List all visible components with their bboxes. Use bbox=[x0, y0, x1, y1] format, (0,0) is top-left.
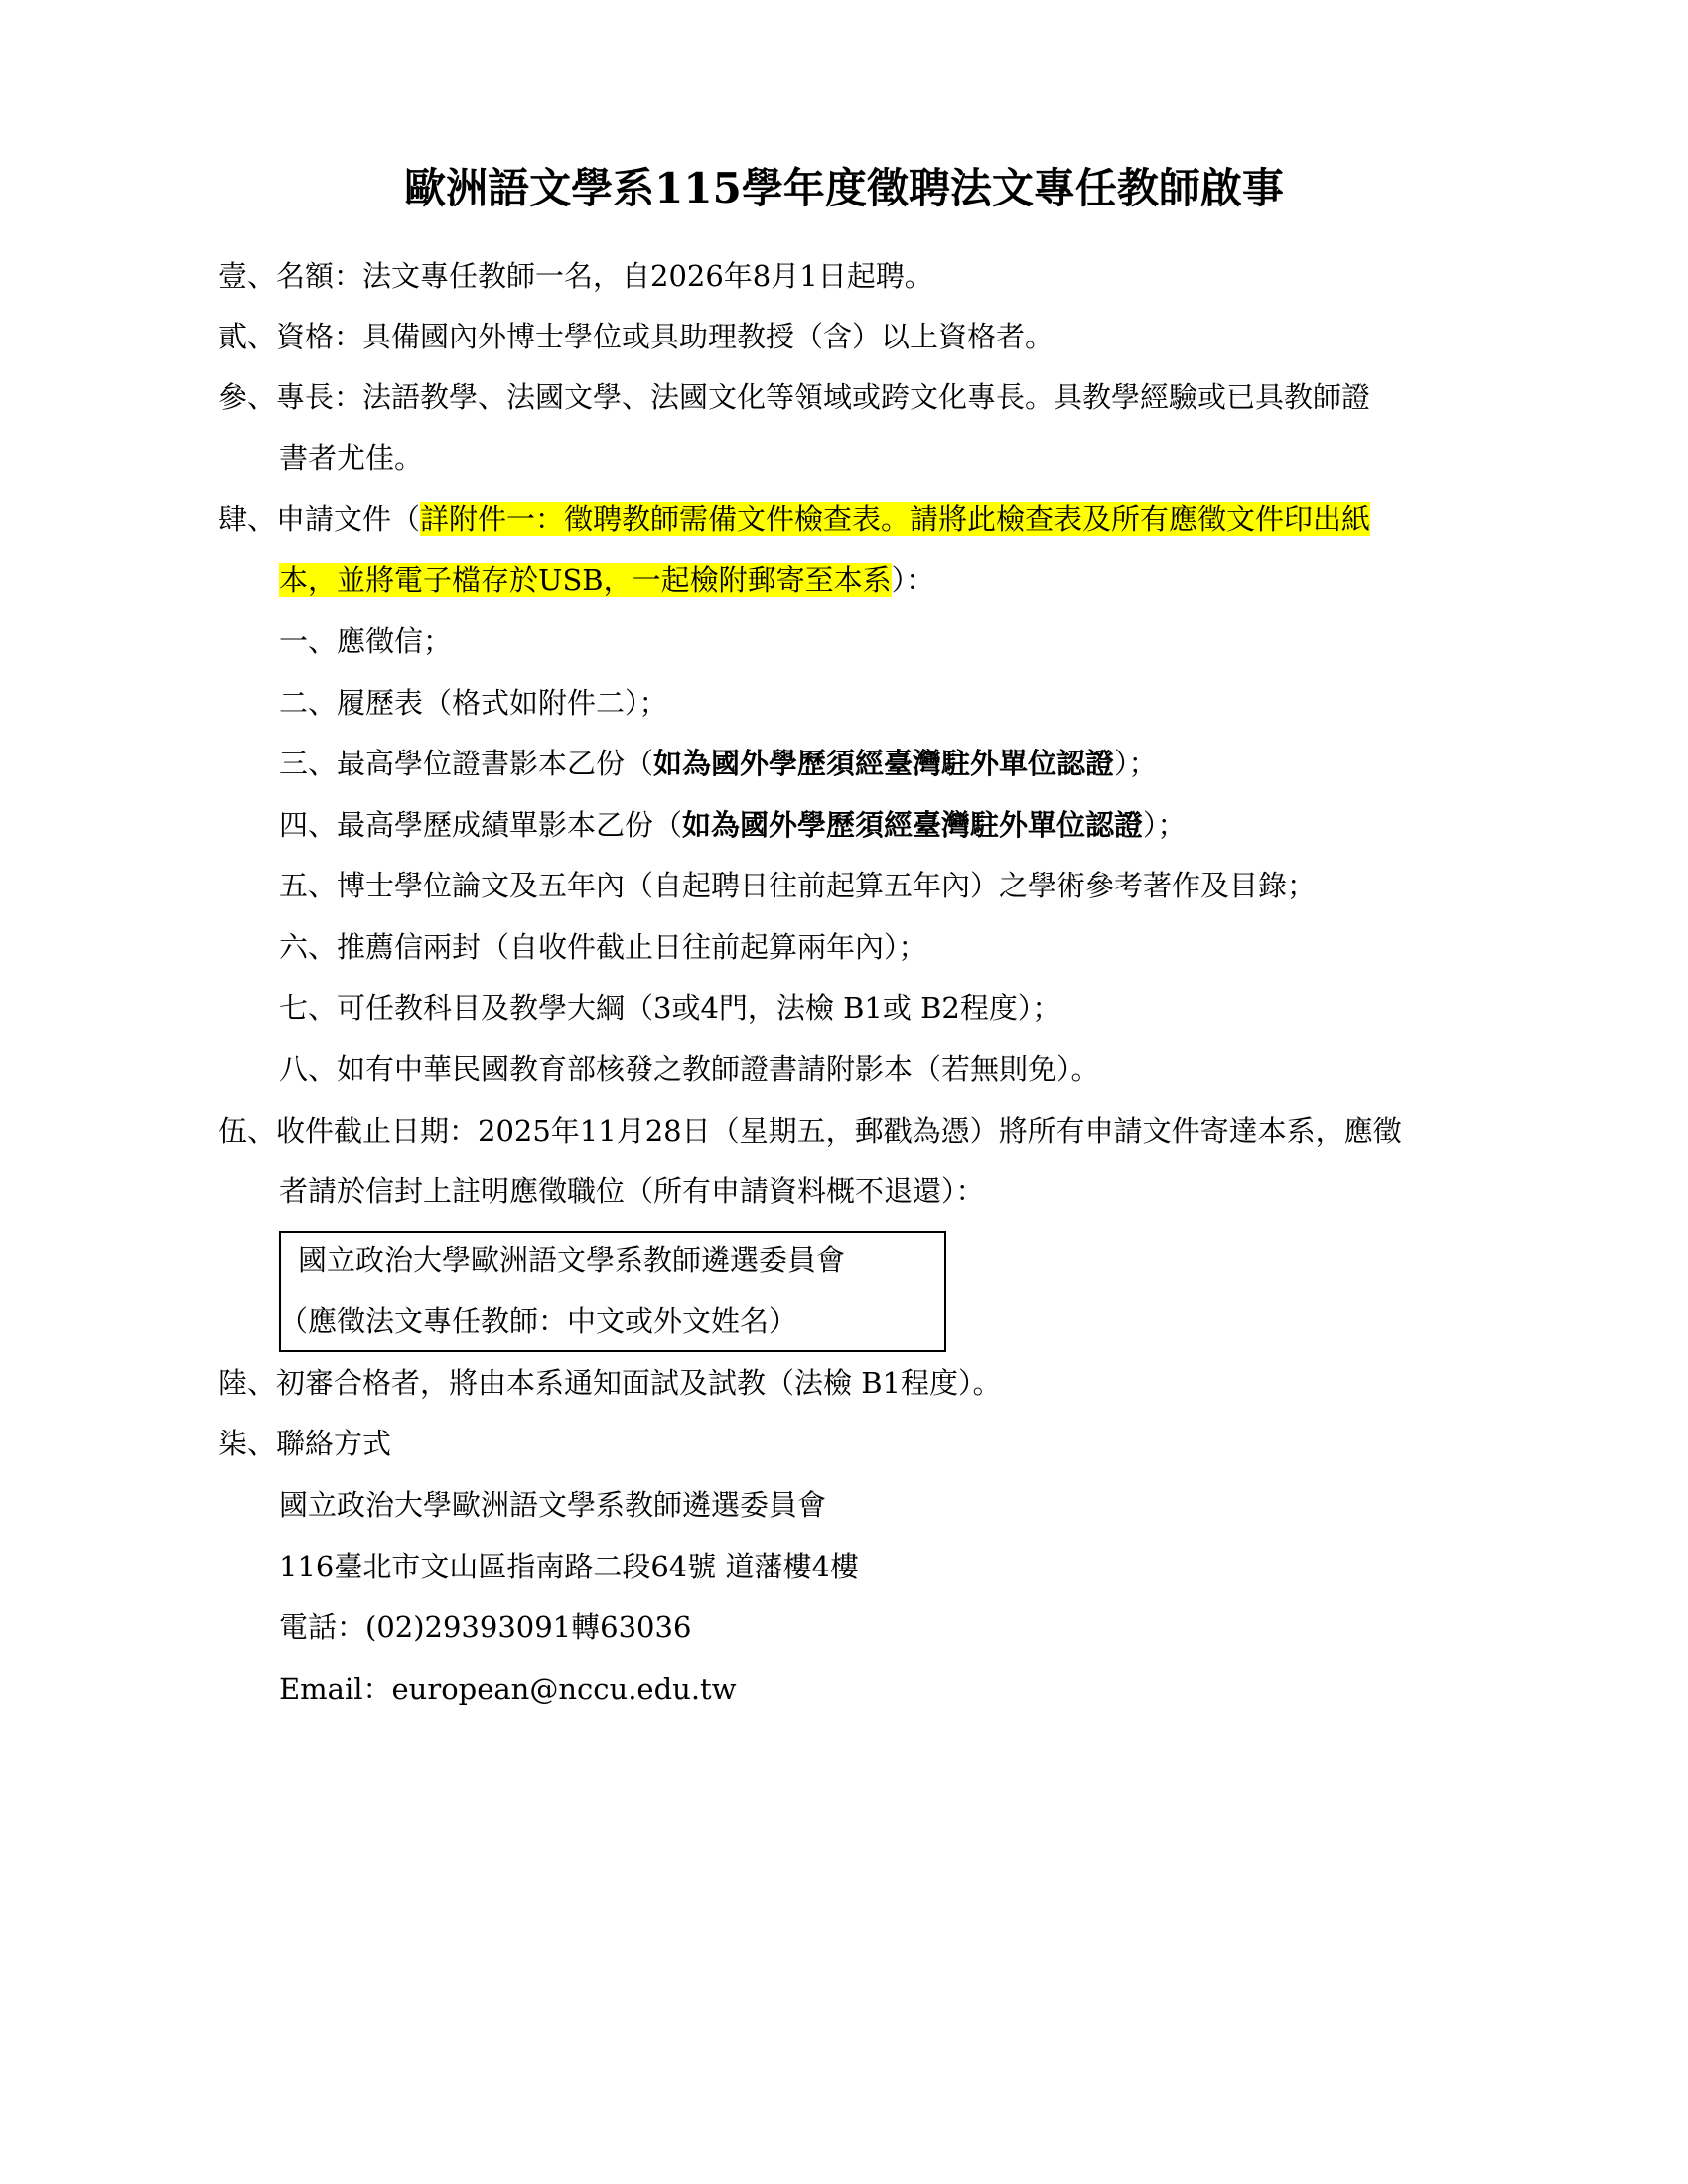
item-deadline-line2: 者請於信封上註明應徵職位（所有申請資料概不退還）： bbox=[279, 1174, 985, 1208]
item-documents-line1 bbox=[218, 497, 1370, 541]
envelope-label-line2: （應徵法文專任教師：中文或外文姓名） bbox=[279, 1304, 798, 1338]
document-teacher-certificate: 八、如有中華民國教育部核發之教師證書請附影本（若無則免）。 bbox=[279, 1052, 1100, 1086]
item-contact-heading: 柒、聯絡方式 bbox=[218, 1427, 392, 1460]
item-documents-trail: ）： bbox=[891, 563, 935, 597]
page-title: 歐洲語文學系115學年度徵聘法文專任教師啟事 bbox=[404, 164, 1284, 212]
item-expertise-line2: 書者尤佳。 bbox=[279, 441, 424, 475]
item-qualification: 貳、資格：具備國內外博士學位或具助理教授（含）以上資格者。 bbox=[218, 320, 1055, 353]
document-degree-certificate bbox=[279, 742, 1158, 785]
document-cover-letter: 一、應徵信； bbox=[279, 624, 453, 658]
contact-phone: 電話：(02)29393091轉63036 bbox=[279, 1610, 692, 1644]
highlighted-note-part2: 本，並將電子檔存於USB，一起檢附郵寄至本系 bbox=[279, 563, 892, 597]
item-documents-line2 bbox=[279, 558, 934, 602]
document-recommendation-letters: 六、推薦信兩封（自收件截止日往前起算兩年內）； bbox=[279, 930, 927, 964]
transcript-note: 如為國外學歷須經臺灣駐外單位認證 bbox=[682, 808, 1144, 842]
document-transcript bbox=[279, 803, 1187, 847]
item-interview: 陸、初審合格者，將由本系通知面試及試教（法檢 B1程度）。 bbox=[218, 1366, 1002, 1400]
transcript-end: ）； bbox=[1143, 808, 1187, 842]
transcript-text: 四、最高學歷成績單影本乙份（ bbox=[279, 808, 683, 842]
degree-certificate-text: 三、最高學位證書影本乙份（ bbox=[279, 747, 654, 780]
document-resume: 二、履歷表（格式如附件二）； bbox=[279, 686, 668, 720]
contact-email: Email：european@nccu.edu.tw bbox=[279, 1672, 737, 1706]
item-documents-lead: 肆、申請文件（ bbox=[218, 502, 421, 536]
item-deadline-line1: 伍、收件截止日期：2025年11月28日（星期五，郵戳為憑）將所有申請文件寄達本系，應徵 bbox=[218, 1114, 1402, 1148]
document-dissertation: 五、博士學位論文及五年內（自起聘日往前起算五年內）之學術參考著作及目錄； bbox=[279, 869, 1317, 902]
envelope-label-line1: 國立政治大學歐洲語文學系教師遴選委員會 bbox=[298, 1243, 846, 1277]
degree-certificate-end: ）； bbox=[1114, 747, 1158, 780]
item-quota: 壹、名額：法文專任教師一名，自2026年8月1日起聘。 bbox=[218, 259, 933, 293]
contact-organization: 國立政治大學歐洲語文學系教師遴選委員會 bbox=[279, 1488, 827, 1522]
degree-certificate-note: 如為國外學歷須經臺灣駐外單位認證 bbox=[653, 747, 1115, 780]
highlighted-note-part1: 詳附件一：徵聘教師需備文件檢查表。請將此檢查表及所有應徵文件印出紙 bbox=[420, 502, 1371, 536]
item-expertise-line1: 參、專長：法語教學、法國文學、法國文化等領域或跨文化專長。具教學經驗或已具教師證 bbox=[218, 380, 1371, 414]
contact-address: 116臺北市文山區指南路二段64號 道藩樓4樓 bbox=[279, 1550, 859, 1583]
document-syllabus: 七、可任教科目及教學大綱（3或4門，法檢 B1或 B2程度）； bbox=[279, 991, 1061, 1024]
